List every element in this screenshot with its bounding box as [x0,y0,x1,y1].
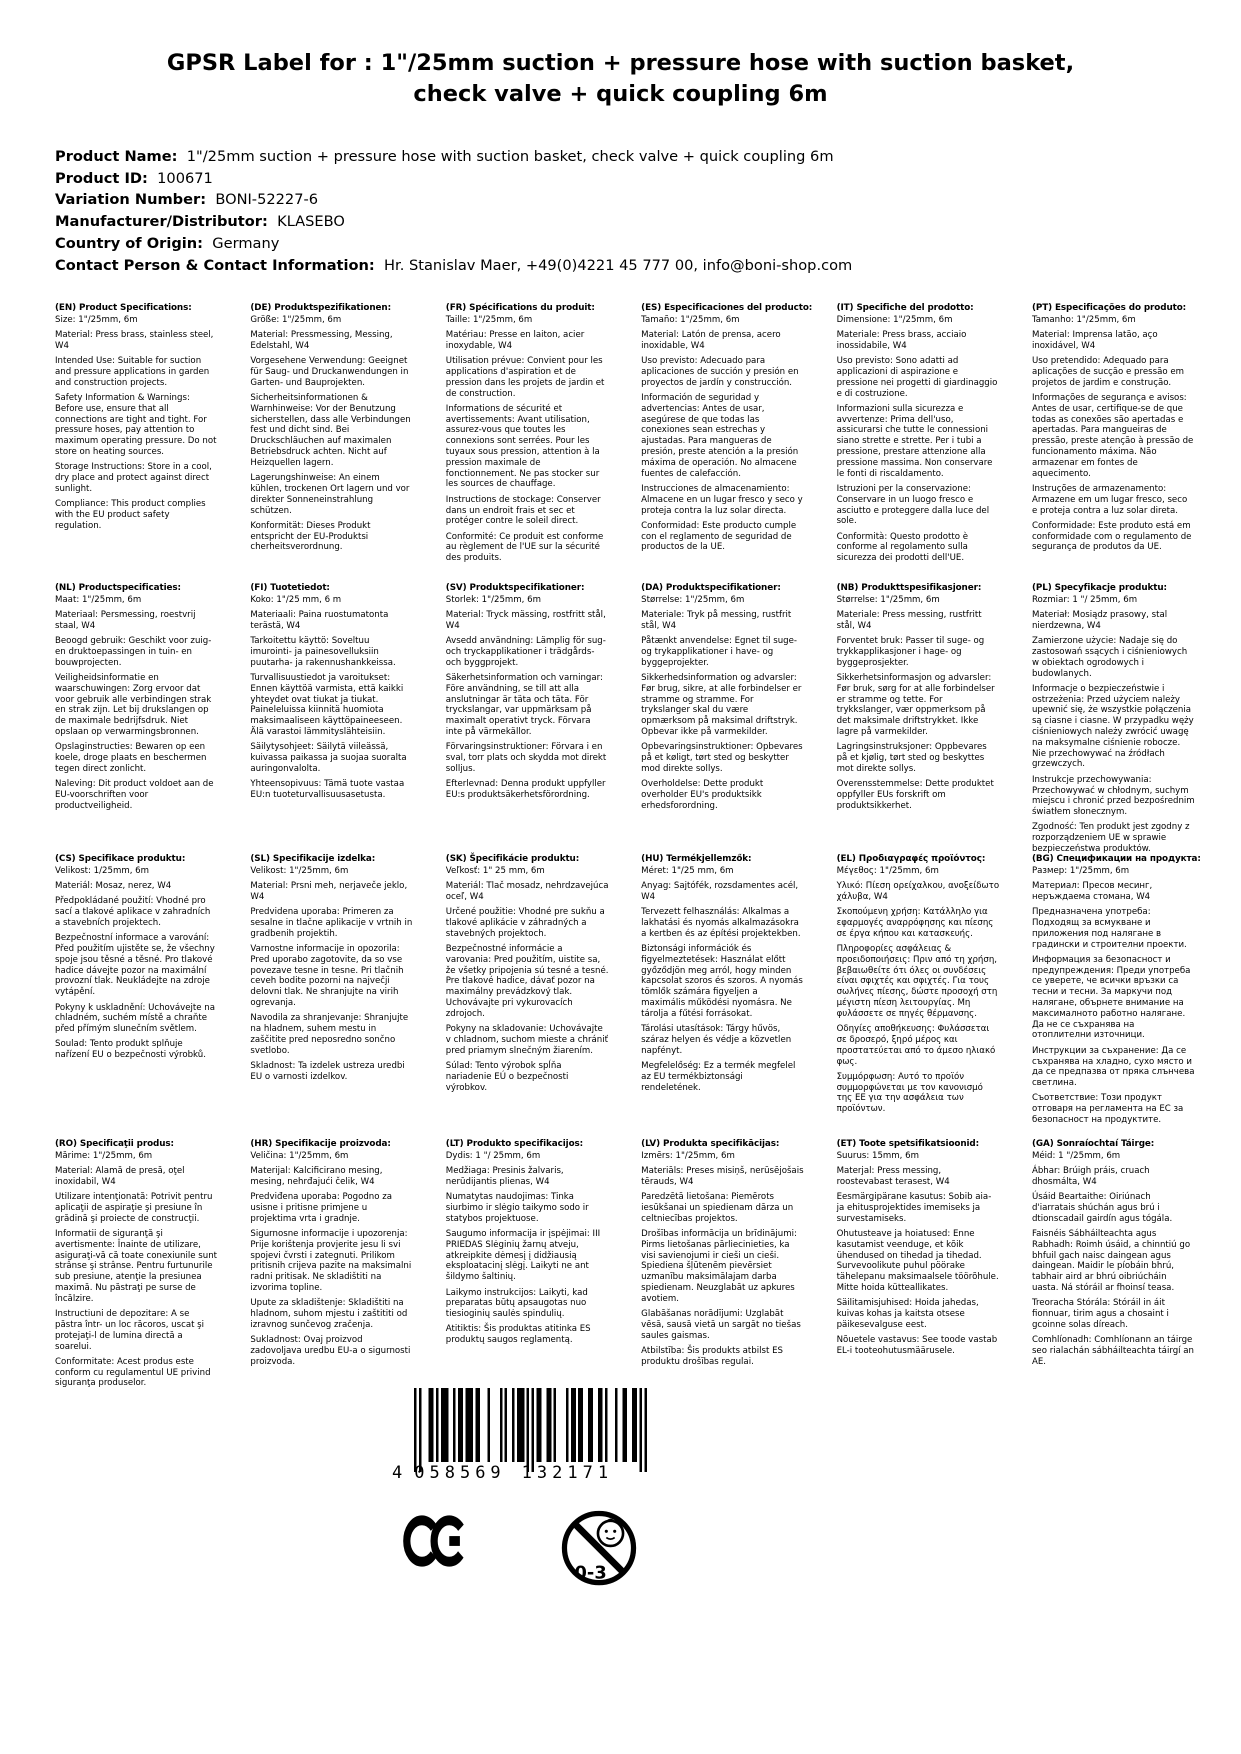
language-header: (LV) Produkta specifikācijas: [641,1139,780,1149]
spec-paragraph: Påtænkt anvendelse: Egnet til suge- og trykapplikationer i have- og byggeprojekter. [641,636,797,668]
spec-paragraph: Compliance: This product complies with the EU product safety regulation. [55,499,206,531]
language-header: (GA) Sonraíochtaí Táirge: [1031,1139,1155,1149]
language-header: (DA) Produktspecifikationer: [641,583,781,593]
language-header: (HR) Specifikacije proizvoda: [250,1139,391,1149]
spec-paragraph: Tervezett felhasználás: Alkalmas a lakhatási és nyomás alkalmazásokra a kertben és az építési projektekben. [641,907,801,939]
spec-paragraph: Predvidena uporaba: Primeren za sesalne in tlačne aplikacije v vrtnih in gradbenih projektih. [250,907,413,939]
spec-paragraph: Veiligheidsinformatie en waarschuwingen: Zorg ervoor dat voor gebruik alle verbindingen strak en strak zijn. Let bij drukslangen op de maximale bedrijfsdruk. Niet opslaan op verwarmingsbronnen. [55,673,212,738]
spec-paragraph: Material: Tryck mässing, rostfritt stål, W4 [445,610,606,631]
spec-paragraph: Säilitamisjuhised: Hoida jahedas, kuivas kohas ja kaitsta otsese päikesevalguse eest. [836,1298,979,1330]
spec-paragraph: Størrelse: 1"/25mm, 6m [836,594,940,605]
spec-paragraph: Predviđena uporaba: Pogodno za usisne i pritisne primjene u projektima vrta i gradnje. [250,1192,392,1224]
spec-paragraph: Faisnéis Sábháilteachta agus Rabhadh: Roimh úsáid, a chinntiú go bhfuil gach naisc daingean agus daingean. Maidir le píobáin bhrú, tabhair aird ar bhrú oibriúcháin uasta. Ná stóráil ar fhoinsí teasa. [1031,1229,1191,1294]
spec-paragraph: Bezpečnostní informace a varování: Před použitím ujistěte se, že všechny spoje jsou těsné a těsné. Pro tlakové hadice dávejte pozor na maximální provozní tlak. Neukládejte na zdroje vytápění. [55,933,215,998]
spec-paragraph: Upute za skladištenje: Skladištiti na hladnom, suhom mjestu i zaštititi od izravnog sunčevog zračenja. [250,1298,408,1330]
info-value: 100671 [147,169,213,187]
language-header: (SK) Špecifikácie produktu: [445,854,580,864]
language-header: (ES) Especificaciones del producto: [641,303,813,313]
spec-paragraph: Naleving: Dit product voldoet aan de EU-voorschriften voor productveiligheid. [55,779,214,811]
product-info-row [55,146,1201,168]
language-block-es [641,303,813,583]
language-block-el [837,854,1000,1139]
language-block-de [250,303,413,583]
spec-paragraph: Material: Pressmessing, Messing, Edelstahl, W4 [250,330,393,351]
spec-paragraph: Materiale: Tryk på messing, rustfrit stål, W4 [641,610,792,631]
spec-paragraph: Matériau: Presse en laiton, acier inoxydable, W4 [445,330,585,351]
spec-paragraph: Uso previsto: Sono adatti ad applicazioni di aspirazione e pressione nei progetti di giardinaggio e di costruzione. [836,356,998,399]
language-header: (RO) Specificaţii produs: [55,1139,174,1149]
language-block-da [641,583,804,854]
spec-paragraph: Materiaal: Persmessing, roestvrij staal, W4 [55,610,196,631]
spec-paragraph: Informatii de siguranţă şi avertismente: Înainte de utilizare, asiguraţi-vă că toate conexiunile sunt strânse şi strânse. Pentru furtunurile sub presiune, atenţie la presiunea maximă. Nu păstraţi pe surse de încălzire. [55,1229,218,1304]
spec-paragraph: Zamierzone użycie: Nadaje się do zastosowań ssących i ciśnieniowych w obiektach ogrodowych i budowlanych. [1031,636,1188,679]
spec-paragraph: Materjal: Press messing, roostevabast terasest, W4 [836,1166,950,1187]
spec-paragraph: Safety Information & Warnings: Before use, ensure that all connections are tight and tight. For pressure hoses, pay attention to maximum operating pressure. Do not store on heating sources. [55,393,217,458]
spec-paragraph: Materiał: Mosiądz prasowy, stal nierdzewna, W4 [1031,610,1168,631]
spec-paragraph: Инструкции за съхранение: Да се съхранява на хладно, сухо място и да се предпазва от пряка слънчева светлина. [1031,1045,1195,1089]
language-block-et [837,1139,1000,1394]
info-label: Manufacturer/Distributor: [55,213,268,231]
spec-paragraph: Säilytysohjeet: Säilytä viileässä, kuivassa paikassa ja suojaa suoralta auringonvalolta. [250,742,407,774]
spec-paragraph: Ábhar: Brúigh práis, cruach dhosmálta, W4 [1031,1166,1150,1187]
language-header: (NL) Productspecificaties: [55,583,181,593]
language-header: (FI) Tuotetiedot: [250,583,330,593]
spec-paragraph: Laikymo instrukcijos: Laikyti, kad preparatas būtų apsaugotas nuo tiesioginių saulės spindulių. [445,1287,588,1320]
spec-paragraph: Opbevaringsinstruktioner: Opbevares på et køligt, tørt sted og beskytter mod direkte sollys. [641,742,803,774]
spec-paragraph: Förvaringsinstruktioner: Förvara i en sval, torr plats och skydda mot direkt solljus. [445,742,607,774]
spec-paragraph: Materiale: Press brass, acciaio inossidabile, W4 [836,330,967,351]
spec-paragraph: Conformitate: Acest produs este conform cu regulamentul UE privind siguranţa produselor. [55,1356,211,1389]
info-label: Contact Person & Contact Information: [55,256,375,274]
language-block-en [55,303,218,583]
spec-paragraph: Material: Press brass, stainless steel, W4 [55,330,214,351]
info-value: Germany [203,234,280,252]
age-warning-0-3-icon [559,1502,639,1592]
info-value: BONI-52227-6 [206,191,319,209]
spec-paragraph: Instructiuni de depozitare: A se păstra într- un loc răcoros, uscat şi protejaţi-l de lumina directă a soarelui. [55,1309,205,1352]
spec-paragraph: Atitiktis: Šis produktas atitinka ES produktų saugos reglamentą. [445,1324,591,1346]
spec-paragraph: Taille: 1"/25mm, 6m [445,314,533,325]
spec-paragraph: Storlek: 1"/25mm, 6m [445,594,541,605]
spec-paragraph: Méid: 1 "/25mm, 6m [1031,1150,1121,1161]
ce-mark-icon [403,1512,469,1570]
product-info-row [55,211,1201,233]
spec-paragraph: Avsedd användning: Lämplig för sug- och tryckapplikationer i trädgårds- och byggprojekt. [445,636,606,668]
language-block-bg [1031,854,1201,1139]
language-header: (EL) Προδιαγραφές προϊόντος: [836,854,986,864]
spec-paragraph: Vorgesehene Verwendung: Geeignet für Saug- und Druckanwendungen in Garten- und Bauprojekten. [250,356,409,388]
product-info [55,146,1201,276]
language-block-pt [1032,303,1195,583]
spec-paragraph: Σκοπούμενη χρήση: Κατάλληλο για εφαρμογές αναρρόφησης και πίεσης σε έργα κήπου και κατασκευής. [836,907,994,939]
spec-paragraph: Předpokládané použití: Vhodné pro sací a tlakové aplikace v zahradních a stavebních projektech. [55,896,211,928]
language-header: (NB) Produkttspesifikasjoner: [836,583,982,593]
spec-paragraph: Размер: 1"/25mm, 6m [1031,865,1130,876]
spec-paragraph: Saugumo informacija ir įspėjimai: III PRIEDAS Slėginių žarnų atveju, atkreipkite dėmesį į didžiausią eksploatacinį slėgį. Laikyti ne ant šildymo šaltinių. [445,1229,601,1283]
language-header: (EN) Product Specifications: [55,303,192,313]
language-block-it [837,303,1000,583]
spec-paragraph: Konformität: Dieses Produkt entspricht der EU-Produktsi cherheitsverordnung. [250,520,371,553]
spec-paragraph: Sikkerhedsinformation og advarsler: Før brug, sikre, at alle forbindelser er stramme og stramme. For trykslanger skal du være opmærksom på maksimal driftstryk. Opbevar ikke på varmekilder. [641,673,802,738]
spec-paragraph: Größe: 1"/25mm, 6m [250,314,342,325]
spec-paragraph: Intended Use: Suitable for suction and pressure applications in garden and construction projects. [55,356,210,388]
language-block-sk [446,854,609,1139]
spec-paragraph: Informacje o bezpieczeństwie i ostrzeżenia: Przed użyciem należy upewnić się, że wszystkie połączenia są ciasne i ciasne. W przypadku węży ciśnieniowych należy zwrócić uwagę na maksymalne ciśnienie robocze. Nie przechowywać na źródłach grzewczych. [1031,683,1194,770]
spec-paragraph: Instruções de armazenamento: Armazene em um lugar fresco, seco e proteja contra a luz solar direta. [1031,483,1188,516]
spec-paragraph: Mărime: 1"/25mm, 6m [55,1150,153,1161]
language-header: (SL) Specifikacije izdelka: [250,854,376,864]
spec-paragraph: Съответствие: Този продукт отговаря на регламента на ЕС за безопасност на продуктите. [1031,1093,1184,1126]
spec-paragraph: Material: Imprensa latão, aço inoxidável, W4 [1031,330,1158,351]
page-title: GPSR Label for : 1"/25mm suction + pressure hose with suction basket, check valve + quick coupling 6m [166,50,1075,107]
language-block-ro [55,1139,218,1394]
spec-paragraph: Informations de sécurité et avertissements: Avant utilisation, assurez-vous que toutes les connexions sont serrées. Pour les tuyaux sous pression, attention à la pression maximale de fonctionnement. Ne pas stocker sur les sources de chauffage. [445,403,600,490]
language-block-ga [1032,1139,1195,1394]
spec-paragraph: Tamaño: 1"/25mm, 6m [641,314,740,325]
spec-paragraph: Materiāls: Preses misiņš, nerūsējošais tērauds, W4 [641,1166,804,1187]
language-block-nl [55,583,218,854]
spec-paragraph: Tamanho: 1"/25mm, 6m [1031,314,1136,325]
spec-paragraph: Informazioni sulla sicurezza e avvertenze: Prima dell'uso, assicurarsi che tutte le connessioni siano strette e strette. Per i tubi a pressione, prestare attenzione alla pressione massima. Non conservare le fonti di riscaldamento. [836,403,993,479]
spec-paragraph: Materiál: Mosaz, nerez, W4 [55,881,172,892]
barcode-bars [414,1388,647,1472]
spec-paragraph: Glabāšanas norādījumi: Uzglabāt vēsā, sausā vietā un sargāt no tiešas saules gaismas. [641,1309,801,1341]
language-block-lt [446,1139,609,1394]
spec-paragraph: Skladnost: Ta izdelek ustreza uredbi EU o varnosti izdelkov. [250,1061,405,1082]
age-range-text: 0-3 [574,1562,607,1584]
language-header: (CS) Specifikace produktu: [55,854,186,864]
spec-paragraph: Lagerungshinweise: An einem kühlen, trockenen Ort lagern und vor direkter Sonneneinstrahlung schützen. [250,473,410,516]
spec-paragraph: Súlad: Tento výrobok spĺňa nariadenie EÚ o bezpečnosti výrobkov. [445,1061,569,1093]
spec-paragraph: Overensstemmelse: Dette produktet oppfyller EUs forskrift om produktsikkerhet. [836,779,994,811]
spec-paragraph: Предназначена употреба: Подходящ за всмукване и приложения под налягане в градински и строителни проекти. [1031,907,1187,950]
spec-paragraph: Eesmärgipärane kasutus: Sobib aia- ja ehitusprojektides imemiseks ja survestamiseks. [836,1192,992,1224]
language-header: (BG) Спецификации на продукта: [1031,854,1201,864]
spec-paragraph: Informações de segurança e avisos: Antes de usar, certifique-se de que todas as conexões são apertadas e apertadas. Para mangueiras de pressão, preste atenção à pressão de funcionamento máxima. Não armazenar em fontes de aquecimento. [1031,393,1194,479]
spec-paragraph: Maat: 1"/25mm, 6m [55,594,142,605]
spec-paragraph: Dydis: 1 "/ 25mm, 6m [445,1150,541,1161]
spec-paragraph: Megfelelőség: Ez a termék megfelel az EU termékbiztonsági rendeletének. [641,1061,796,1093]
spec-paragraph: Conformità: Questo prodotto è conforme al regolamento sulla sicurezza dei prodotti dell'UE. [836,531,969,564]
language-block-cs [55,854,218,1139]
spec-paragraph: Velikost: 1"/25mm, 6m [250,865,349,876]
spec-paragraph: Medžiaga: Presinis žalvaris, nerūdijantis plienas, W4 [445,1166,564,1187]
spec-paragraph: Velikost: 1/25mm, 6m [55,865,150,876]
barcode [392,1388,647,1483]
spec-paragraph: Lagringsinstruksjoner: Oppbevares på et kjølig, tørt sted og beskyttes mot direkte sollys. [836,742,987,774]
spec-paragraph: Utilizare intenţionată: Potrivit pentru aplicaţii de aspiraţie şi presiune în grădină şi proiecte de construcţii. [55,1192,213,1224]
spec-paragraph: Tárolási utasítások: Tárgy hűvös, száraz helyen és védje a közvetlen napfényt. [641,1024,792,1056]
spec-paragraph: Conformité: Ce produit est conforme au règlement de l'UE sur la sécurité des produits. [445,531,604,564]
spec-paragraph: Материал: Пресов месинг, неръждаема стомана, W4 [1031,881,1153,902]
spec-paragraph: Tarkoitettu käyttö: Soveltuu imurointi- ja painesovelluksiin puutarha- ja rakennushankkeissa. [250,636,396,668]
spec-paragraph: Navodila za shranjevanje: Shranjujte na hladnem, suhem mestu in zaščitite pred neposredno sončno svetlobo. [250,1013,409,1056]
spec-paragraph: Drošības informācija un brīdinājumi: Pirms lietošanas pārliecinieties, ka visi savienojumi ir cieši un cieši. Spiediena šļūtenēm pievērsiet uzmanību maksimālajam darba spiedienam. Neuzglabāt uz apkures avotiem. [641,1229,797,1304]
spec-paragraph: Anyag: Sajtófék, rozsdamentes acél, W4 [641,881,799,902]
barcode-lead-digit: 4 [392,1463,403,1483]
language-block-sv [446,583,609,854]
barcode-right-group: 132171 [521,1463,614,1483]
spec-paragraph: Material: Alamă de presă, oţel inoxidabil, W4 [55,1166,185,1187]
language-header: (FR) Spécifications du produit: [445,303,595,313]
product-info-row [55,189,1201,211]
spec-paragraph: Storage Instructions: Store in a cool, dry place and protect against direct sunlight. [55,462,212,494]
spec-paragraph: Rozmiar: 1 "/ 25mm, 6m [1031,594,1138,605]
spec-paragraph: Koko: 1"/25 mm, 6 m [250,594,342,605]
spec-paragraph: Συμμόρφωση: Αυτό το προϊόν συμμορφώνεται με τον κανονισμό της ΕΕ για την ασφάλεια των προϊόντων. [836,1071,983,1115]
spec-paragraph: Uso previsto: Adecuado para aplicaciones de succión y presión en proyectos de jardín y construcción. [641,356,799,388]
spec-paragraph: Säkerhetsinformation och varningar: Före användning, se till att alla anslutningar är täta och täta. För tryckslangar, var uppmärksam på maximalt operativt tryck. Förvara inte på värmekällor. [445,673,603,738]
spec-paragraph: Sicherheitsinformationen & Warnhinweise: Vor der Benutzung sicherstellen, dass alle Verbindungen fest und dicht sind. Bei Druckschläuchen auf maximalen Betriebsdruck achten. Nicht auf Heizquellen lagern. [250,393,411,468]
language-header: (DE) Produktspezifikationen: [250,303,391,313]
spec-paragraph: Material: Prsni meh, nerjaveče jeklo, W4 [250,881,408,902]
spec-paragraph: Instrucciones de almacenamiento: Almacene en un lugar fresco y seco y proteja contra la luz solar directa. [641,483,803,516]
spec-paragraph: Nõuetele vastavus: See toode vastab EL-i tooteohutusmäärusele. [836,1335,998,1357]
language-header: (HU) Termékjellemzők: [641,854,752,864]
spec-paragraph: Materiale: Press messing, rustfritt stål, W4 [836,610,982,631]
spec-paragraph: Sigurnosne informacije i upozorenja: Prije korištenja provjerite jesu li svi spojevi čvrsti i zategnuti. Prilikom pritisnih crijeva pazite na maksimalni radni pritisak. Ne skladištiti na izvorima topline. [250,1229,412,1294]
spec-paragraph: Turvallisuustiedot ja varoitukset: Ennen käyttöä varmista, että kaikki yhteydet ovat tiukat ja tiukat. Paineleluissa kiinnitä huomiota maksimaaliseen käyttöpaineeseen. Älä varastoi lämmityslähteisiin. [250,673,404,738]
spec-paragraph: Forventet bruk: Passer til suge- og trykkapplikasjoner i hage- og byggeprosjekter. [836,636,985,668]
spec-paragraph: Veľkosť: 1" 25 mm, 6m [445,865,545,876]
spec-paragraph: Material: Latón de prensa, acero inoxidable, W4 [641,330,781,351]
spec-paragraph: Paredzētā lietošana: Piemērots iesūkšanai un spiedienam dārza un celtniecības projektos. [641,1192,794,1224]
product-info-row [55,255,1201,277]
language-header: (LT) Produkto specifikacijos: [445,1139,584,1149]
compliance-marks [403,1512,639,1592]
spec-paragraph: Pokyny k uskladnění: Uchovávejte na chladném, suchém místě a chraňte před přímým slunečním světlem. [55,1002,215,1035]
spec-paragraph: Μέγεθος: 1"/25mm, 6m [836,865,939,876]
spec-paragraph: Suurus: 15mm, 6m [836,1150,919,1161]
barcode-left-group: 058569 [414,1463,506,1483]
spec-paragraph: Uso pretendido: Adequado para aplicações de sucção e pressão em projetos de jardim e construção. [1031,356,1184,388]
spec-paragraph: Sikkerhetsinformasjon og advarsler: Før bruk, sørg for at alle forbindelser er stramme og tette. For trykkslanger, vær oppmerksom på det maksimale driftstrykket. Ikke lagre på varmekilder. [836,673,995,738]
language-block-fr [446,303,609,583]
spec-paragraph: Ohutusteave ja hoiatused: Enne kasutamist veenduge, et kõik ühendused on tihedad ja tihedad. Survevoolikute puhul pöörake tähelepanu maksimaalsele töörõhule. Mitte hoida kütteallikates. [836,1229,999,1294]
language-header: (PT) Especificações do produto: [1031,303,1187,313]
spec-paragraph: Instructions de stockage: Conserver dans un endroit frais et sec et protéger contre le soleil direct. [445,494,601,527]
spec-paragraph: Size: 1"/25mm, 6m [55,314,138,325]
spec-paragraph: Určené použitie: Vhodné pre sukňu a tlakové aplikácie v záhradných a stavebných projektoch. [445,907,605,939]
spec-paragraph: Πληροφορίες ασφάλειας & προειδοποιήσεις: Πριν από τη χρήση, βεβαιωθείτε ότι όλες οι συνδέσεις είναι σφιχτές και σφιχτές. Για τους σωλήνες πίεσης, δώστε προσοχή στη μέγιστη πίεση λειτουργίας. Μη φυλάσσετε σε πηγές θέρμανσης. [836,944,998,1019]
language-grid [55,303,1201,1394]
language-block-nb [837,583,1000,854]
product-info-row [55,233,1201,255]
spec-paragraph: Информация за безопасност и предупреждения: Преди употреба се уверете, че всички връзки са тесни и тесни. За маркучи под налягане, обърнете внимание на максималното работно налягане. Да не се съхранява на отоплителни източници. [1031,954,1191,1041]
spec-paragraph: Pokyny na skladovanie: Uchovávajte v chladnom, suchom mieste a chrániť pred priamym slnečným žiarením. [445,1024,608,1056]
spec-paragraph: Úsáid Beartaithe: Oiriúnach d'iarratais shúchán agus brú i dtionscadail gairdín agus tógála. [1031,1192,1173,1224]
language-header: (PL) Specyfikacje produktu: [1031,583,1167,593]
language-header: (IT) Specifiche del prodotto: [836,303,974,313]
info-label: Product Name: [55,148,178,165]
info-value: KLASEBO [267,213,345,231]
spec-paragraph: Størrelse: 1"/25mm, 6m [641,594,745,605]
spec-paragraph: Υλικό: Πίεση ορείχαλκου, ανοξείδωτο χάλυβα, W4 [836,881,1000,902]
language-block-fi [250,583,413,854]
spec-paragraph: Veličina: 1"/25mm, 6m [250,1150,349,1161]
spec-paragraph: Numatytas naudojimas: Tinka siurbimo ir slėgio taikymo sodo ir statybos projektuose. [445,1192,589,1224]
spec-paragraph: Izmērs: 1"/25mm, 6m [641,1150,735,1161]
spec-paragraph: Materiál: Tlač mosadz, nehrdzavejúca oceľ, W4 [445,881,609,902]
product-info-row [55,168,1201,190]
language-block-hu [641,854,804,1139]
spec-paragraph: Overholdelse: Dette produkt overholder EU's produktsikk erhedsforordning. [641,779,764,811]
spec-paragraph: Conformidade: Este produto está em conformidade com o regulamento de segurança de produtos da UE. [1031,520,1192,553]
info-value: Hr. Stanislav Maer, +49(0)4221 45 777 00, info@boni-shop.com [374,256,853,274]
spec-paragraph: Utilisation prévue: Convient pour les applications d'aspiration et de pression dans les projets de jardin et de construction. [445,356,605,399]
spec-paragraph: Instrukcje przechowywania: Przechowywać w chłodnym, suchym miejscu i chronić przed bezpośrednim światłem słonecznym. [1031,774,1195,818]
spec-paragraph: Yhteensopivuus: Tämä tuote vastaa EU:n tuoteturvallisuusasetusta. [250,779,405,801]
spec-paragraph: Opslaginstructies: Bewaren op een koele, droge plaats en beschermen tegen direct zonlicht. [55,742,207,774]
language-header: (ET) Toote spetsifikatsioonid: [836,1139,980,1149]
language-block-sl [250,854,413,1139]
spec-paragraph: Οδηγίες αποθήκευσης: Φυλάσσεται σε δροσερό, ξηρό μέρος και προστατεύεται από το άμεσο ηλιακό φως. [836,1024,996,1067]
language-block-pl [1032,583,1195,854]
spec-paragraph: Materiaali: Paina ruostumatonta terästä, W4 [250,610,389,631]
info-label: Variation Number: [55,191,207,209]
language-block-hr [250,1139,413,1394]
baby-face [598,1521,623,1546]
spec-paragraph: Atbilstība: Šis produkts atbilst ES produktu drošības regulai. [641,1346,783,1367]
spec-paragraph: Dimensione: 1"/25mm, 6m [836,314,953,325]
spec-paragraph: Istruzioni per la conservazione: Conservare in un luogo fresco e asciutto e proteggere dalla luce del sole. [836,483,990,527]
spec-paragraph: Beoogd gebruik: Geschikt voor zuig- en druktoepassingen in tuin- en bouwprojecten. [55,636,212,668]
language-block-lv [641,1139,804,1394]
spec-paragraph: Materijal: Kalcificirano mesing, mesing, nehrđajući čelik, W4 [250,1166,383,1187]
spec-paragraph: Conformidad: Este producto cumple con el reglamento de seguridad de productos de la UE. [641,520,797,553]
language-header: (SV) Produktspecifikationer: [445,583,585,593]
spec-paragraph: Bezpečnostné informácie a varovania: Pred použitím, uistite sa, že všetky pripojenia sú tesné a tesné. Pre tlakové hadice, dávať pozor na maximálny prevádzkový tlak. Uchovávajte pri vykurovacích zdrojoch. [445,944,609,1019]
spec-paragraph: Comhlíonadh: Comhlíonann an táirge seo rialachán sábháilteachta táirgí an AE. [1031,1335,1195,1367]
spec-paragraph: Treoracha Stórála: Stóráil in áit fionnuar, tirim agus a chosaint i gcoinne solas díreach. [1031,1298,1169,1330]
spec-paragraph: Biztonsági információk és figyelmeztetések: Használat előtt győződjön meg arról, hogy minden kapcsolat szoros és szoros. A nyomás tömlők számára figyeljen a maximális működési nyomásra. Ne tárolja a fűtési forrásokat. [641,944,803,1019]
spec-paragraph: Méret: 1"/25 mm, 6m [641,865,734,876]
spec-paragraph: Soulad: Tento produkt splňuje nařízení EU o bezpečnosti výrobků. [55,1039,206,1061]
info-value: 1"/25mm suction + pressure hose with suction basket, check valve + quick coupling 6m [177,148,834,165]
spec-paragraph: Sukladnost: Ovaj proizvod zadovoljava uredbu EU-a o sigurnosti proizvoda. [250,1335,411,1367]
spec-paragraph: Zgodność: Ten produkt jest zgodny z rozporządzeniem UE w sprawie bezpieczeństwa produktów. [1031,822,1190,855]
spec-paragraph: Varnostne informacije in opozorila: Pred uporabo zagotovite, da so vse povezave tesne in tesne. Pri tlačnih ceveh bodite pozorni na največji delovni tlak. Ne shranjujte na virih ogrevanja. [250,944,404,1009]
info-label: Country of Origin: [55,234,204,252]
spec-paragraph: Información de seguridad y advertencias: Antes de usar, asegúrese de que todas las conexiones sean estrechas y ajustadas. Para mangueras de presión, preste atención a la presión máxima de operación. No almacene fuentes de calefacción. [641,393,799,479]
info-label: Product ID: [55,169,148,187]
barcode-digits [392,1463,647,1483]
spec-paragraph: Efterlevnad: Denna produkt uppfyller EU:s produktsäkerhetsförordning. [445,779,606,801]
